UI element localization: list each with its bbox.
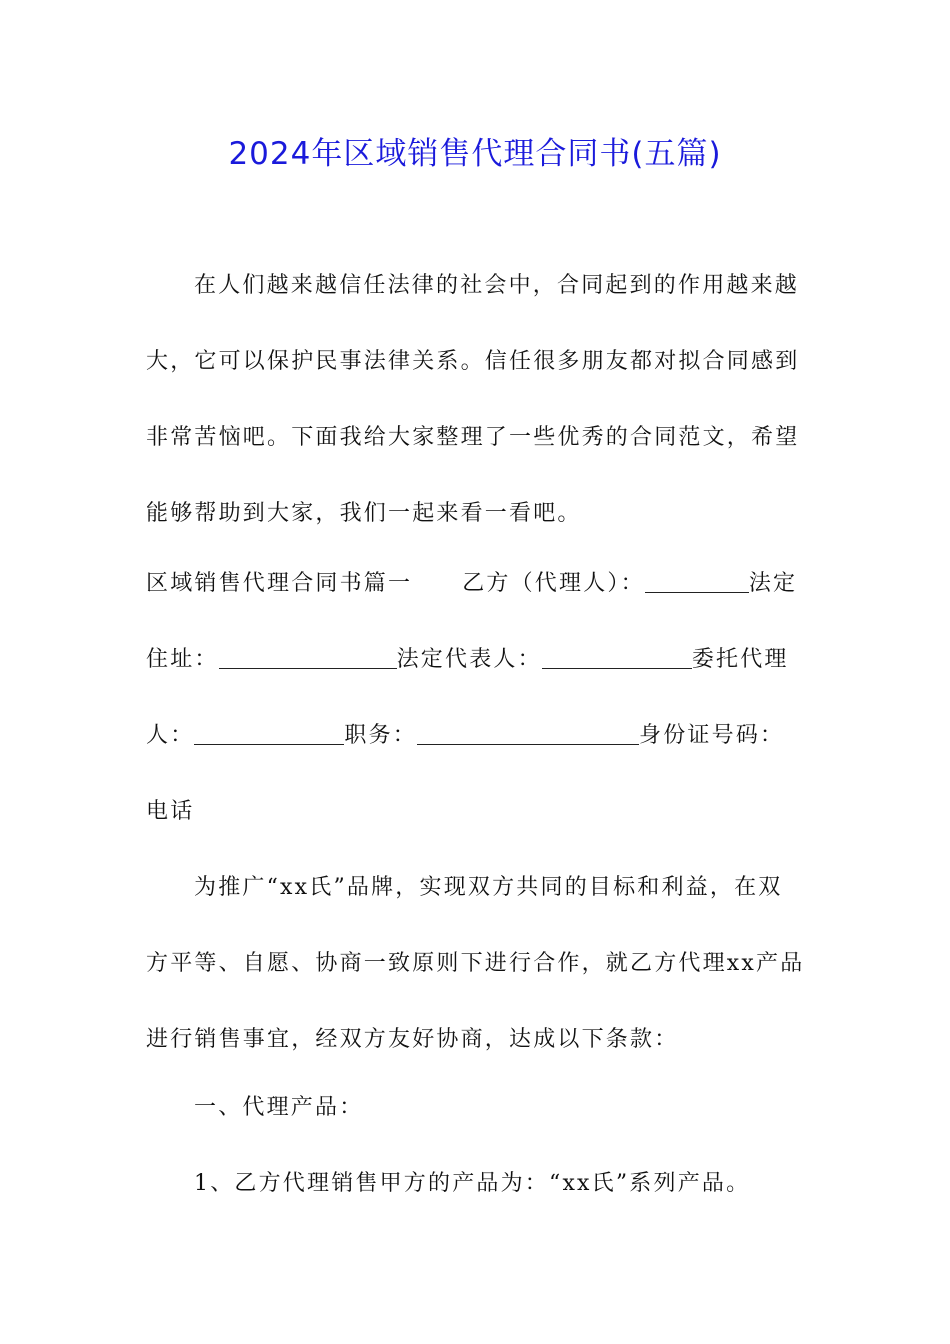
address-blank <box>219 646 397 669</box>
party-b-label: 乙方（代理人）： <box>462 571 645 596</box>
legal-rep-blank <box>542 646 692 669</box>
party-b-blank <box>645 570 749 593</box>
address-label: 住址： <box>146 647 219 672</box>
legal-rep-label: 法定代表人： <box>396 647 542 672</box>
intro-paragraph: 在人们越来越信任法律的社会中，合同起到的作用越来越大，它可以保护民事法律关系。信任很多朋友都对拟合同感到非常苦恼吧。下面我给大家整理了一些优秀的合同范文，希望能够帮助到大家，我们一起来看一看吧。 <box>146 273 800 526</box>
purpose-paragraph: 为推广“xx氏”品牌，实现双方共同的目标和利益，在双方平等、自愿、协商一致原则下进行合作，就乙方代理xx产品进行销售事宜，经双方友好协商，达成以下条款： <box>146 875 805 1052</box>
id-label: 身份证号码： <box>639 723 785 748</box>
position-blank <box>417 722 639 745</box>
clause-1-item-1: 1、乙方代理销售甲方的产品为：“xx氏”系列产品。 <box>194 1171 751 1196</box>
agent-label: 委托代理人： <box>146 647 789 748</box>
party-info-paragraph <box>146 546 806 850</box>
agent-blank <box>194 722 344 745</box>
section-heading: 区域销售代理合同书篇一 <box>146 571 413 596</box>
clause-1-heading: 一、代理产品： <box>194 1095 364 1120</box>
phone-label: 电话 <box>146 799 195 824</box>
position-label: 职务： <box>344 723 418 748</box>
legal-label: 法定 <box>748 571 798 596</box>
document-title: 2024年区域销售代理合同书(五篇) <box>228 136 722 172</box>
